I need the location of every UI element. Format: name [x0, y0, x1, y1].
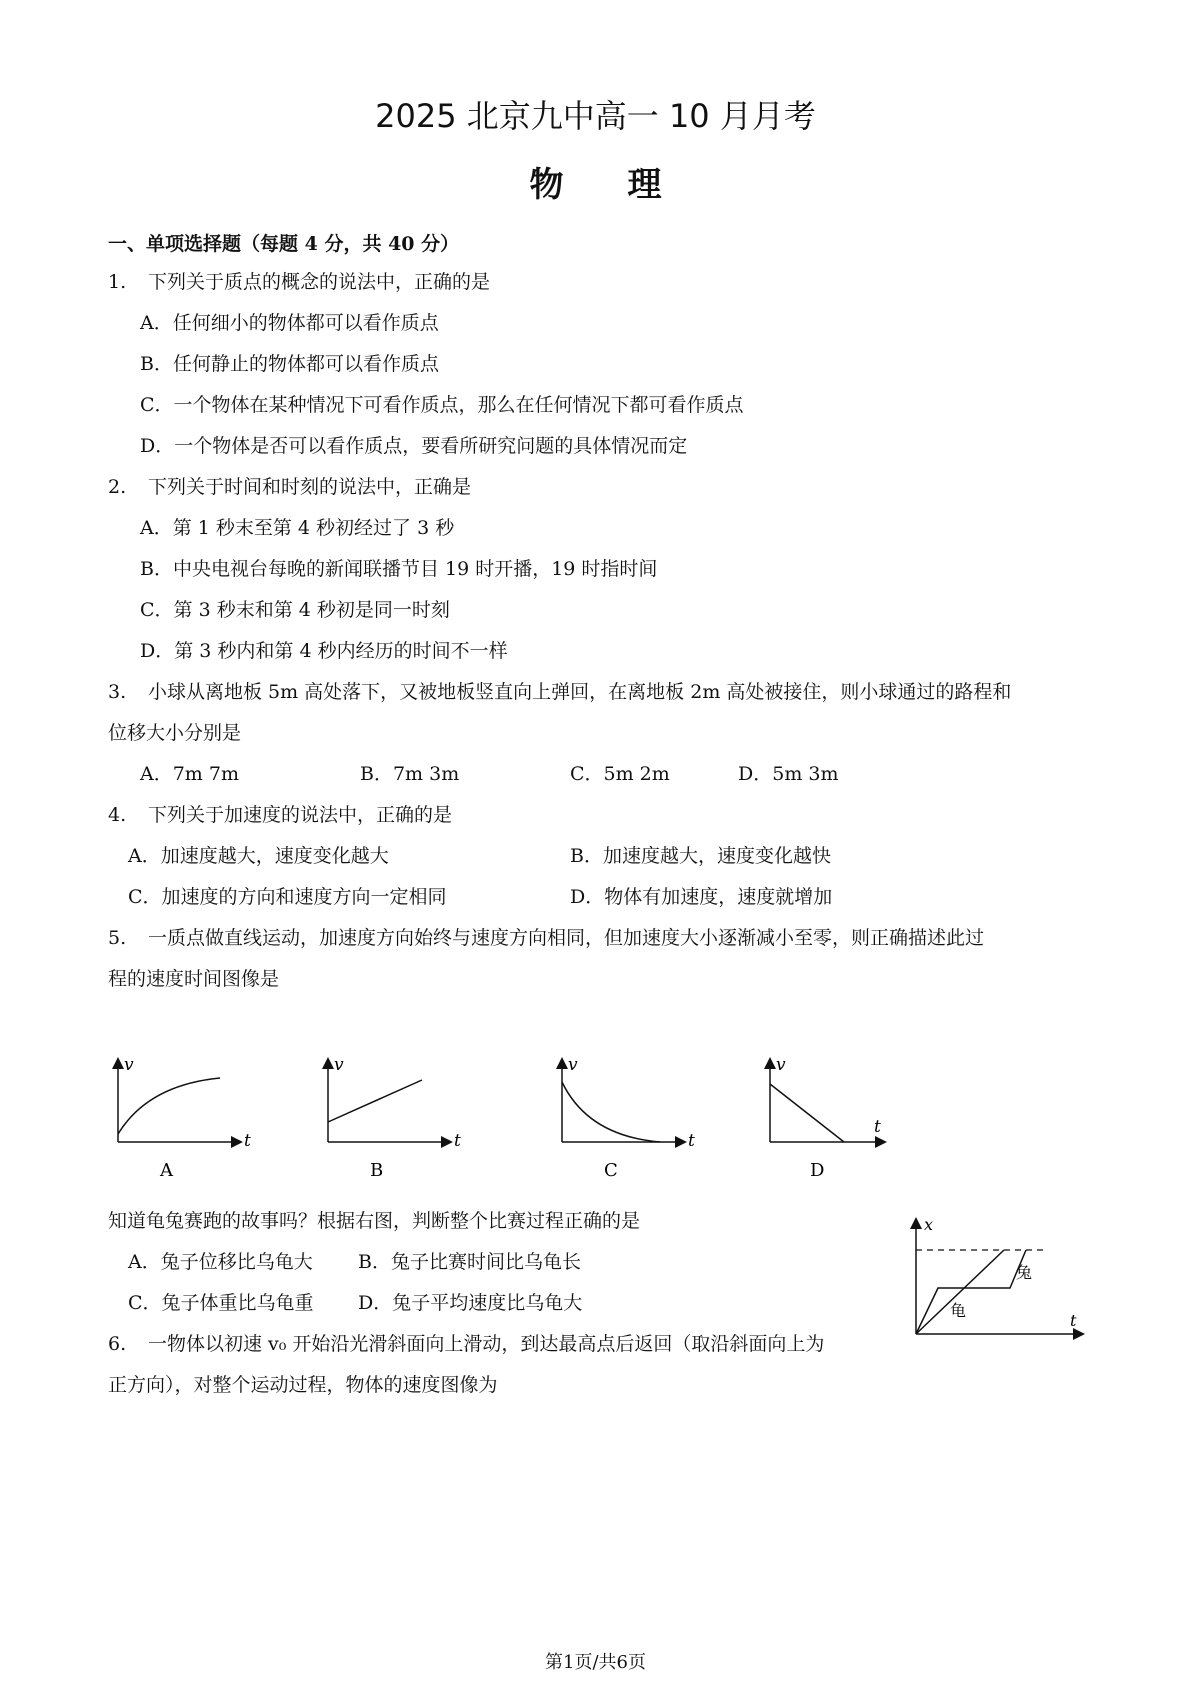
v-label: v	[568, 1055, 578, 1075]
turtle-line	[916, 1250, 1004, 1334]
rabbit-label: 兔	[1016, 1263, 1033, 1282]
page-title: 2025 北京九中高一 10 月月考	[375, 97, 816, 135]
page-number: 第1页/共6页	[545, 1652, 646, 1673]
x-label: x	[924, 1215, 934, 1234]
q4-option-d: D．物体有加速度，速度就增加	[570, 886, 833, 908]
question-3	[108, 680, 1011, 704]
question-5	[108, 926, 984, 950]
q3-option-c: C．5m 2m	[570, 763, 670, 785]
question-number: 1.	[108, 271, 127, 293]
race-option-d: D．兔子平均速度比乌龟大	[358, 1292, 583, 1314]
graph-label: C	[604, 1160, 618, 1181]
race-question: 知道龟兔赛跑的故事吗？根据右图，判断整个比赛过程正确的是	[108, 1210, 641, 1232]
question-stem: 一物体以初速 v₀ 开始沿光滑斜面向上滑动，到达最高点后返回（取沿斜面向上为	[148, 1333, 825, 1355]
t-label: t	[1070, 1311, 1077, 1330]
question-stem: 一质点做直线运动，加速度方向始终与速度方向相同，但加速度大小逐渐减小至零，则正确描述此过	[148, 927, 985, 949]
q3-option-a: A．7m 7m	[140, 763, 239, 785]
q3-option-d: D．5m 3m	[738, 763, 839, 785]
q1-option-d: D．一个物体是否可以看作质点，要看所研究问题的具体情况而定	[140, 435, 688, 457]
t-label: t	[688, 1131, 695, 1151]
q2-option-a: A．第 1 秒末至第 4 秒初经过了 3 秒	[140, 517, 455, 539]
q5-graph-c	[552, 1050, 712, 1180]
q5-graph-d	[760, 1050, 920, 1180]
turtle-label: 龟	[950, 1301, 967, 1320]
rabbit-line	[916, 1250, 1026, 1334]
graph-label: B	[370, 1160, 384, 1181]
t-label: t	[874, 1117, 881, 1137]
question-number: 2.	[108, 476, 127, 498]
question-1	[108, 270, 490, 294]
q2-option-b: B．中央电视台每晚的新闻联播节目 19 时开播，19 时指时间	[140, 558, 658, 580]
question-stem: 下列关于加速度的说法中，正确的是	[148, 804, 453, 826]
section-heading: 一、单项选择题（每题 4 分，共 40 分）	[108, 233, 460, 255]
question-stem: 下列关于质点的概念的说法中，正确的是	[148, 271, 491, 293]
race-option-a: A．兔子位移比乌龟大	[128, 1251, 313, 1273]
velocity-curve	[118, 1078, 220, 1134]
question-stem: 下列关于时间和时刻的说法中，正确是	[148, 476, 472, 498]
q2-option-d: D．第 3 秒内和第 4 秒内经历的时间不一样	[140, 640, 508, 662]
question-number: 4.	[108, 804, 127, 826]
graph-label: D	[810, 1160, 825, 1181]
graph-label: A	[160, 1160, 173, 1181]
q3-stem-cont: 位移大小分别是	[108, 722, 242, 744]
t-label: t	[454, 1131, 461, 1151]
q5-graph-b	[318, 1050, 478, 1180]
v-label: v	[776, 1055, 786, 1075]
q5-stem-cont: 程的速度时间图像是	[108, 968, 280, 990]
q4-option-c: C．加速度的方向和速度方向一定相同	[128, 886, 447, 908]
question-number: 5.	[108, 927, 127, 949]
q5-graph-a	[108, 1050, 268, 1180]
q1-option-c: C．一个物体在某种情况下可看作质点，那么在任何情况下都可看作质点	[140, 394, 744, 416]
q2-option-c: C．第 3 秒末和第 4 秒初是同一时刻	[140, 599, 450, 621]
q1-option-b: B．任何静止的物体都可以看作质点	[140, 353, 439, 375]
velocity-line	[328, 1080, 422, 1122]
question-6	[108, 1332, 824, 1356]
q4-option-a: A．加速度越大，速度变化越大	[128, 845, 389, 867]
velocity-curve	[562, 1082, 660, 1142]
t-label: t	[244, 1131, 251, 1151]
v-label: v	[124, 1055, 134, 1075]
question-4	[108, 803, 452, 827]
q1-option-a: A．任何细小的物体都可以看作质点	[140, 312, 439, 334]
race-graph	[900, 1216, 1090, 1346]
q3-option-b: B．7m 3m	[360, 763, 460, 785]
question-2	[108, 475, 471, 499]
subject-title: 物理	[529, 165, 726, 205]
race-option-b: B．兔子比赛时间比乌龟长	[358, 1251, 581, 1273]
q6-stem-cont: 正方向），对整个运动过程，物体的速度图像为	[108, 1374, 498, 1396]
race-option-c: C．兔子体重比乌龟重	[128, 1292, 314, 1314]
v-label: v	[334, 1055, 344, 1075]
question-stem: 小球从离地板 5m 高处落下，又被地板竖直向上弹回，在离地板 2m 高处被接住，则小球通过的路程和	[148, 681, 1012, 703]
velocity-line	[770, 1084, 844, 1142]
question-number: 6.	[108, 1333, 127, 1355]
question-number: 3.	[108, 681, 127, 703]
q4-option-b: B．加速度越大，速度变化越快	[570, 845, 831, 867]
